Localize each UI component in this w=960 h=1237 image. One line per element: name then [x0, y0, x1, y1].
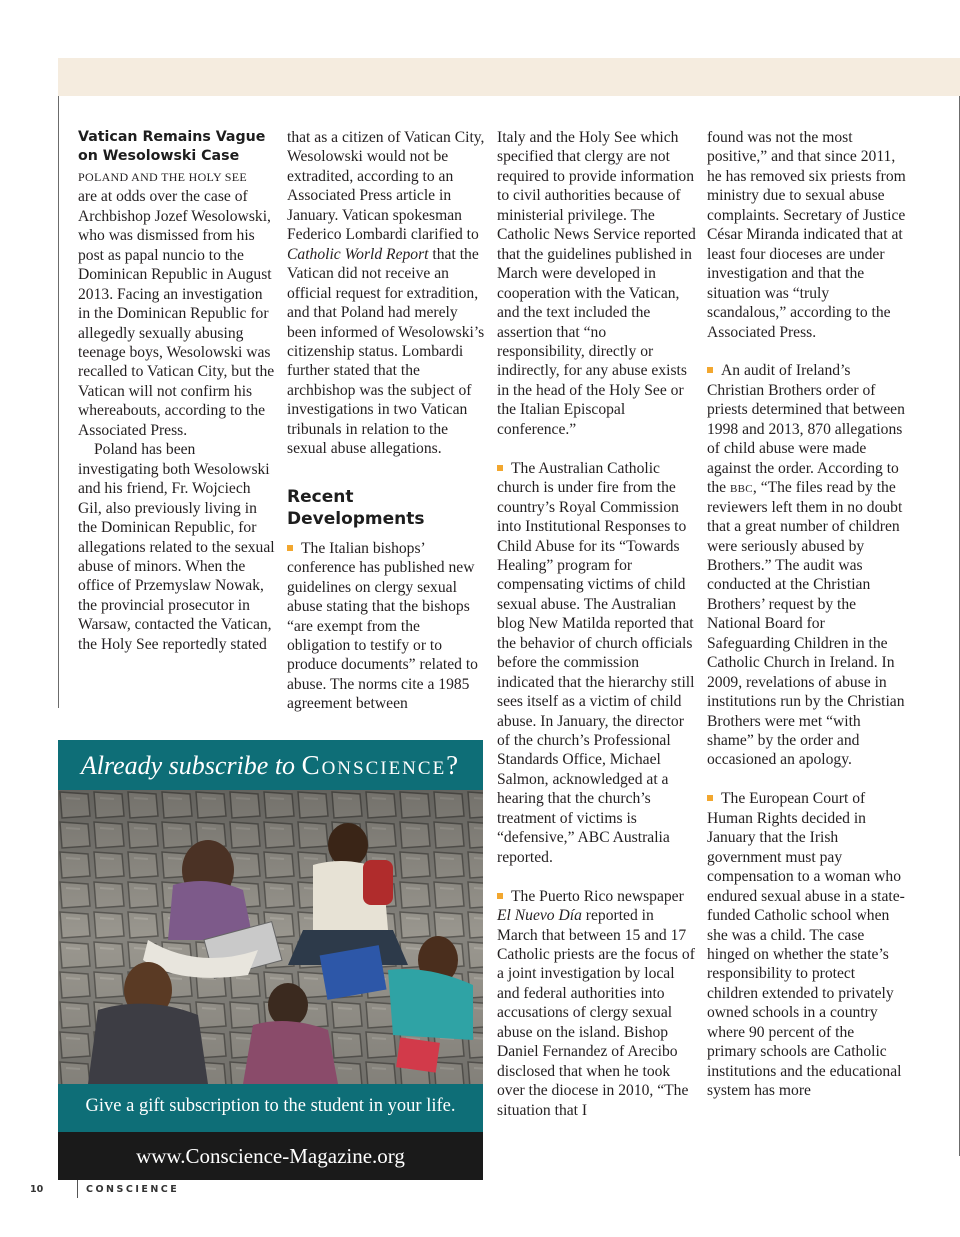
bullet-item-italy — [287, 539, 487, 714]
newspaper-title: El Nuevo Día — [497, 907, 582, 925]
ad-title — [58, 740, 483, 790]
bullet-item-puerto-rico — [497, 887, 697, 1120]
bullet-square-icon — [287, 545, 293, 551]
publication-title: Catholic World Report — [287, 245, 429, 263]
bullet-item-puerto-rico-a: The Puerto Rico newspaper — [511, 887, 684, 905]
article-column-4 — [707, 128, 907, 1101]
bullet-item-ireland-b: , “The files read by the reviewers left them in no doubt that a great number of children were seriously abused by Brothers.” The audit was conducted at the Christian Brothers’ request by the National Board for Safeguarding Children in the Catholic Church in Ireland. In 2009, revelations of abuse in institutions run by the Christian Brothers were met “with shame” by the order and occasioned an apology. — [707, 479, 905, 769]
article-heading: Vatican Remains Vague on Wesolowski Case — [78, 129, 266, 165]
bullet-square-icon — [497, 893, 503, 899]
article-column-2 — [287, 128, 487, 714]
bullet-square-icon — [497, 465, 503, 471]
lede-smallcaps: POLAND AND THE HOLY SEE — [78, 169, 248, 184]
students-photo-illustration — [58, 790, 483, 1084]
article-column-1 — [78, 128, 278, 654]
paragraph-1 — [78, 167, 278, 440]
paragraph-4: Italy and the Holy See which specified that clergy are not required to provide information to civil authorities because of ministerial privilege. The Catholic News Service reported that the guidelines published in March were developed in cooperation with the Vatican, and the text included the assertion that “no responsibility, directly or indirectly, for any abuse exists in the head of the Holy See or the Italian Episcopal conference.” — [497, 129, 696, 438]
top-color-band — [58, 58, 960, 96]
article-column-3 — [497, 128, 697, 1120]
paragraph-3-b: that the Vatican did not receive an official request for extradition, and that Poland had merely been informed of Wesolowski’s citizenship status. Lombardi further stated that the archbishop was the subject of investigations in two Vatican tribunals in relation to the sexual abuse allegations. — [287, 245, 485, 458]
ad-title-prefix: Already subscribe to — [80, 751, 296, 780]
section-subheading: Recent Developments — [287, 486, 425, 529]
paragraph-3-a: that as a citizen of Vatican City, Wesolowski would not be extradited, according to an Associated Press article in January. Vatican spokesman Federico Lombardi clarified to — [287, 129, 485, 244]
magazine-website-link[interactable]: www.Conscience-Magazine.org — [58, 1132, 483, 1180]
bullet-item-ireland-a: An audit of Ireland’s Christian Brothers order of priests determined that between 1998 and 2013, 870 allegations of child abuse were made against the order. According to the — [707, 362, 905, 497]
page-number: 10 — [30, 1184, 44, 1195]
magazine-name: CONSCIENCE — [86, 1184, 180, 1195]
students-photo — [58, 790, 483, 1084]
bullet-item-italy-text: The Italian bishops’ conference has published new guidelines on clergy sexual abuse stating that the bishops “are exempt from the obligation to testify or to produce documents” related to abuse. The norms cite a 1985 agreement between — [287, 539, 478, 713]
ad-title-brand: Conscience? — [301, 750, 461, 780]
paragraph-3 — [287, 128, 487, 459]
bullet-item-echr-text: The European Court of Human Rights decided in January that the Irish government must pay compensation to a woman who endured sexual abuse in a state-funded Catholic school when she was a child. The case hinged on whether the state’s responsibility to protect children extended to privately owned schools in a country where 90 percent of the primary schools are Catholic institutions and the educational system has more — [707, 790, 905, 1100]
bullet-square-icon — [707, 795, 713, 801]
bullet-item-echr — [707, 789, 907, 1100]
paragraph-1-text: are at odds over the case of Archbishop Jozef Wesolowski, who was dismissed from his post as papal nuncio to the Dominican Republic in August 2013. Facing an investigation in the Dominican Republic for allegedly sexually abusing teenage boys, Wesolowski was recalled to Vatican City, but the Vatican will not confirm his whereabouts, according to the Associated Press. — [78, 188, 275, 439]
bullet-item-puerto-rico-b: reported in March that between 15 and 17 Catholic priests are the focus of a joint investigation by local and federal authorities into accusations of clergy sexual abuse on the island. Bishop Daniel Fernandez of Arecibo disclosed that when he took over the diocese in 2010, “The situation that I — [497, 907, 695, 1119]
footer-divider — [77, 1180, 78, 1198]
subscription-ad[interactable] — [58, 740, 483, 1180]
left-frame-line — [58, 96, 59, 708]
bbc-smallcaps: bbc — [729, 479, 753, 497]
paragraph-2: Poland has been investigating both Wesolowski and his friend, Fr. Wojciech Gil, also previously living in the Dominican Republic, for allegations related to the sexual abuse of minors. When the office of Przemyslaw Nowak, the provincial prosecutor in Warsaw, contacted the Vatican, the Holy See reportedly stated — [78, 441, 275, 653]
bullet-item-ireland — [707, 361, 907, 770]
bullet-item-australia-text: The Australian Catholic church is under fire from the country’s Royal Commission into Institutional Responses to Child Abuse for its “Towards Healing” program for compensating victims of child sexual abuse. The Australian blog New Matilda reported that the behavior of church officials before the commission indicated that the hierarchy still sees itself as a victim of child abuse. In January, the director of the church’s Professional Standards Office, Michael Salmon, acknowledged at a hearing that the church’s treatment of victims is “defensive,” ABC Australia reported. — [497, 459, 695, 866]
paragraph-5: found was not the most positive,” and that since 2011, he has removed six priests from ministry due to sexual abuse complaints. Secretary of Justice César Miranda indicated that at least four dioceses are under investigation and that the situation was “truly scandalous,” according to the Associated Press. — [707, 129, 906, 341]
bullet-item-australia — [497, 459, 697, 868]
ad-tagline: Give a gift subscription to the student in your life. — [85, 1096, 456, 1116]
bullet-square-icon — [707, 367, 713, 373]
